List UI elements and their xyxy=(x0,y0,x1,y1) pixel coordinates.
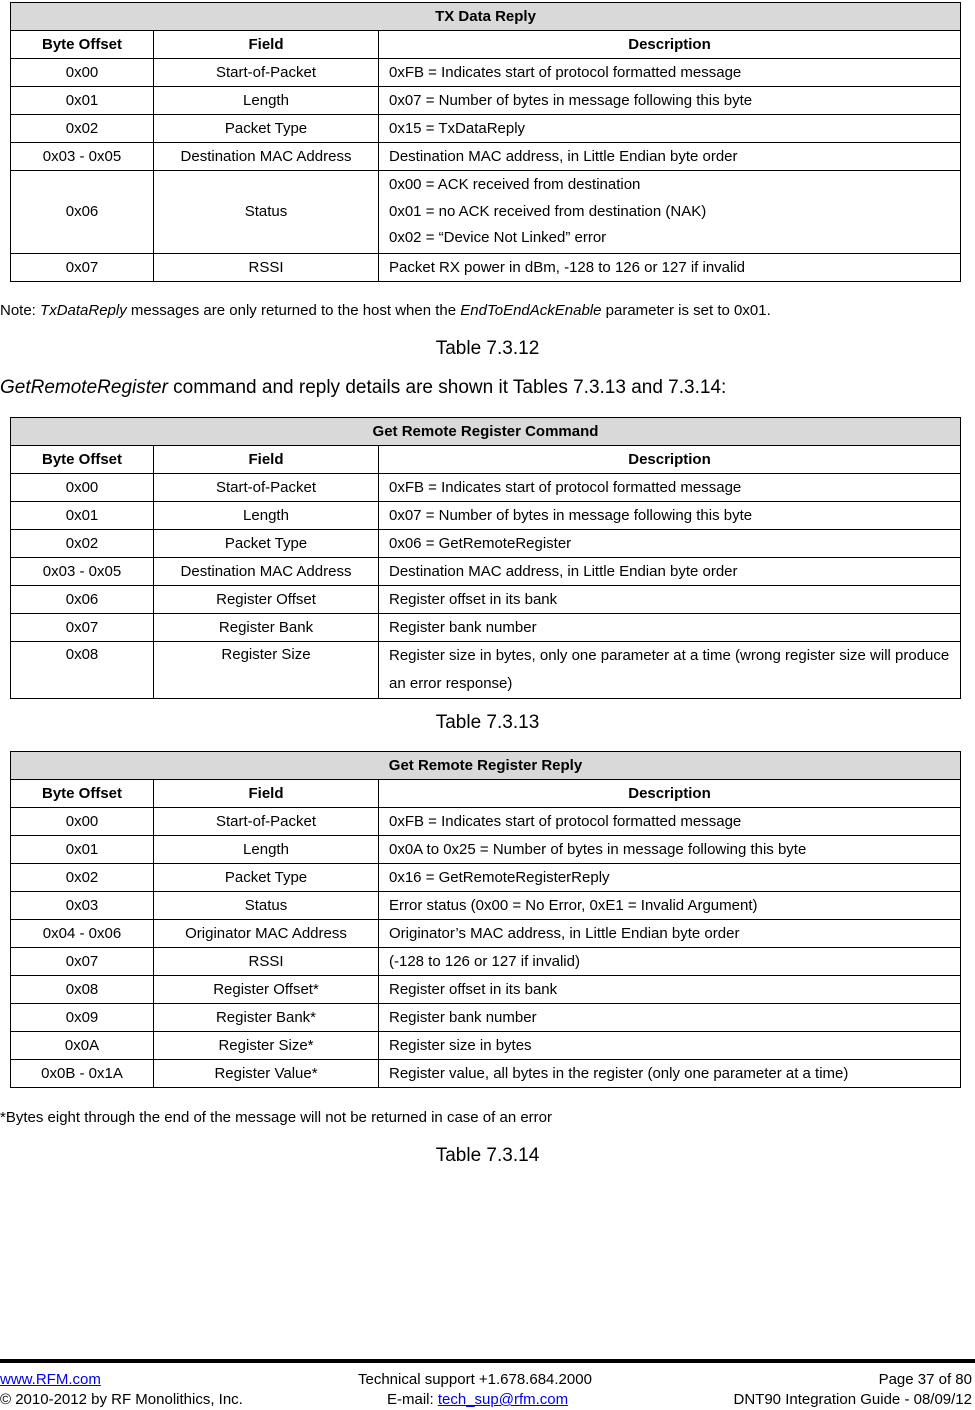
column-header: Byte Offset xyxy=(11,446,154,474)
description-cell: Packet RX power in dBm, -128 to 126 or 127 if invalid xyxy=(379,254,961,282)
byte-offset-cell: 0x08 xyxy=(11,976,154,1004)
description-cell: 0x07 = Number of bytes in message following this byte xyxy=(379,87,961,115)
footer-email xyxy=(387,1391,568,1408)
table-caption: Table 7.3.13 xyxy=(435,712,540,733)
field-cell: RSSI xyxy=(154,948,379,976)
txdatareply-note xyxy=(0,302,771,319)
table-title: Get Remote Register Command xyxy=(11,418,961,446)
table-row xyxy=(11,530,961,558)
description-cell: Register offset in its bank xyxy=(379,976,961,1004)
table-row xyxy=(11,976,961,1004)
byte-offset-cell: 0x0A xyxy=(11,1032,154,1060)
column-header: Field xyxy=(154,446,379,474)
table-title: TX Data Reply xyxy=(11,3,961,31)
table-row xyxy=(11,864,961,892)
byte-offset-cell: 0x00 xyxy=(11,59,154,87)
column-header: Description xyxy=(379,446,961,474)
description-cell: Destination MAC address, in Little Endian byte order xyxy=(379,558,961,586)
footer-page-number: Page 37 of 80 xyxy=(878,1371,972,1388)
byte-offset-cell: 0x00 xyxy=(11,474,154,502)
column-header: Byte Offset xyxy=(11,31,154,59)
description-cell: 0x0A to 0x25 = Number of bytes in message following this byte xyxy=(379,836,961,864)
description-cell: Register bank number xyxy=(379,614,961,642)
field-cell: Packet Type xyxy=(154,864,379,892)
description-cell xyxy=(379,171,961,254)
table-row xyxy=(11,948,961,976)
field-cell: Length xyxy=(154,836,379,864)
field-cell: Status xyxy=(154,171,379,254)
description-cell: 0xFB = Indicates start of protocol formatted message xyxy=(379,59,961,87)
field-cell: Register Bank* xyxy=(154,1004,379,1032)
byte-offset-cell: 0x02 xyxy=(11,864,154,892)
table-row xyxy=(11,1004,961,1032)
byte-offset-cell: 0x08 xyxy=(11,642,154,699)
byte-offset-cell: 0x02 xyxy=(11,115,154,143)
field-cell: Start-of-Packet xyxy=(154,808,379,836)
note-term: EndToEndAckEnable xyxy=(460,302,602,319)
field-cell: Register Offset xyxy=(154,586,379,614)
table-row xyxy=(11,1032,961,1060)
description-cell: Destination MAC address, in Little Endian byte order xyxy=(379,143,961,171)
field-cell: Originator MAC Address xyxy=(154,920,379,948)
footer-rule xyxy=(0,1359,975,1363)
footer-copyright: © 2010-2012 by RF Monolithics, Inc. xyxy=(0,1391,243,1408)
field-cell: Length xyxy=(154,502,379,530)
table-row xyxy=(11,254,961,282)
description-cell: Register value, all bytes in the register (only one parameter at a time) xyxy=(379,1060,961,1088)
footer-support: Technical support +1.678.684.2000 xyxy=(358,1371,592,1388)
description-line: 0x02 = “Device Not Linked” error xyxy=(389,229,607,247)
note-text: parameter is set to 0x01. xyxy=(601,302,771,319)
table-row xyxy=(11,614,961,642)
table-row xyxy=(11,87,961,115)
description-cell: 0x15 = TxDataReply xyxy=(379,115,961,143)
byte-offset-cell: 0x01 xyxy=(11,836,154,864)
description-cell: Register bank number xyxy=(379,1004,961,1032)
email-link[interactable]: tech_sup@rfm.com xyxy=(437,1391,569,1408)
table-row xyxy=(11,836,961,864)
byte-offset-cell: 0x03 - 0x05 xyxy=(11,558,154,586)
table-title: Get Remote Register Reply xyxy=(11,752,961,780)
table-header-row xyxy=(11,780,961,808)
field-cell: Destination MAC Address xyxy=(154,558,379,586)
field-cell: RSSI xyxy=(154,254,379,282)
field-cell: Register Bank xyxy=(154,614,379,642)
field-cell: Packet Type xyxy=(154,115,379,143)
description-line: 0x00 = ACK received from destination xyxy=(389,176,641,194)
description-cell: Register size in bytes, only one parameter at a time (wrong register size will produce an error response) xyxy=(379,642,961,699)
byte-offset-cell: 0x07 xyxy=(11,614,154,642)
table-row xyxy=(11,586,961,614)
byte-offset-cell: 0x03 - 0x05 xyxy=(11,143,154,171)
footer-document-title: DNT90 Integration Guide - 08/09/12 xyxy=(733,1391,972,1408)
byte-offset-cell: 0x04 - 0x06 xyxy=(11,920,154,948)
field-cell: Register Value* xyxy=(154,1060,379,1088)
byte-offset-cell: 0x00 xyxy=(11,808,154,836)
table-row xyxy=(11,892,961,920)
column-header: Field xyxy=(154,31,379,59)
field-cell: Destination MAC Address xyxy=(154,143,379,171)
field-cell: Register Offset* xyxy=(154,976,379,1004)
intro-text: command and reply details are shown it Tables 7.3.13 and 7.3.14: xyxy=(167,377,727,398)
table-header-row xyxy=(11,446,961,474)
column-header: Byte Offset xyxy=(11,780,154,808)
byte-offset-cell: 0x02 xyxy=(11,530,154,558)
byte-offset-cell: 0x03 xyxy=(11,892,154,920)
byte-offset-cell: 0x0B - 0x1A xyxy=(11,1060,154,1088)
intro-paragraph xyxy=(0,377,726,399)
get-remote-register-reply-table xyxy=(10,751,961,1088)
error-note: *Bytes eight through the end of the message will not be returned in case of an error xyxy=(0,1109,552,1126)
email-label: E-mail: xyxy=(387,1391,438,1408)
byte-offset-cell: 0x01 xyxy=(11,87,154,115)
field-cell: Length xyxy=(154,87,379,115)
table-row xyxy=(11,502,961,530)
description-cell: (-128 to 126 or 127 if invalid) xyxy=(379,948,961,976)
table-row xyxy=(11,115,961,143)
table-row xyxy=(11,171,961,254)
table-caption: Table 7.3.14 xyxy=(435,1145,540,1166)
column-header: Description xyxy=(379,31,961,59)
table-row xyxy=(11,1060,961,1088)
table-row xyxy=(11,558,961,586)
column-header: Field xyxy=(154,780,379,808)
field-cell: Register Size xyxy=(154,642,379,699)
field-cell: Register Size* xyxy=(154,1032,379,1060)
column-header: Description xyxy=(379,780,961,808)
table-row xyxy=(11,642,961,699)
tx-data-reply-table xyxy=(10,2,961,282)
byte-offset-cell: 0x06 xyxy=(11,586,154,614)
description-line: 0x01 = no ACK received from destination (NAK) xyxy=(389,202,707,220)
table-row xyxy=(11,474,961,502)
field-cell: Start-of-Packet xyxy=(154,474,379,502)
table-row xyxy=(11,143,961,171)
description-cell: 0xFB = Indicates start of protocol formatted message xyxy=(379,474,961,502)
note-text: messages are only returned to the host when the xyxy=(126,302,461,319)
field-cell: Start-of-Packet xyxy=(154,59,379,87)
website-link[interactable]: www.RFM.com xyxy=(0,1371,101,1388)
note-prefix: Note: xyxy=(0,302,41,319)
byte-offset-cell: 0x06 xyxy=(11,171,154,254)
byte-offset-cell: 0x07 xyxy=(11,254,154,282)
footer-website-link[interactable] xyxy=(0,1371,101,1388)
byte-offset-cell: 0x01 xyxy=(11,502,154,530)
description-cell: Originator’s MAC address, in Little Endian byte order xyxy=(379,920,961,948)
get-remote-register-command-table xyxy=(10,417,961,699)
field-cell: Packet Type xyxy=(154,530,379,558)
byte-offset-cell: 0x09 xyxy=(11,1004,154,1032)
description-cell: 0xFB = Indicates start of protocol formatted message xyxy=(379,808,961,836)
description-cell: 0x07 = Number of bytes in message following this byte xyxy=(379,502,961,530)
table-caption: Table 7.3.12 xyxy=(435,338,540,359)
table-header-row xyxy=(11,31,961,59)
field-cell: Status xyxy=(154,892,379,920)
description-cell: 0x16 = GetRemoteRegisterReply xyxy=(379,864,961,892)
table-row xyxy=(11,920,961,948)
description-cell: Error status (0x00 = No Error, 0xE1 = Invalid Argument) xyxy=(379,892,961,920)
description-cell: Register offset in its bank xyxy=(379,586,961,614)
description-cell: 0x06 = GetRemoteRegister xyxy=(379,530,961,558)
note-term: TxDataReply xyxy=(40,302,127,319)
byte-offset-cell: 0x07 xyxy=(11,948,154,976)
description-cell: Register size in bytes xyxy=(379,1032,961,1060)
table-row xyxy=(11,808,961,836)
intro-term: GetRemoteRegister xyxy=(0,377,168,398)
table-row xyxy=(11,59,961,87)
